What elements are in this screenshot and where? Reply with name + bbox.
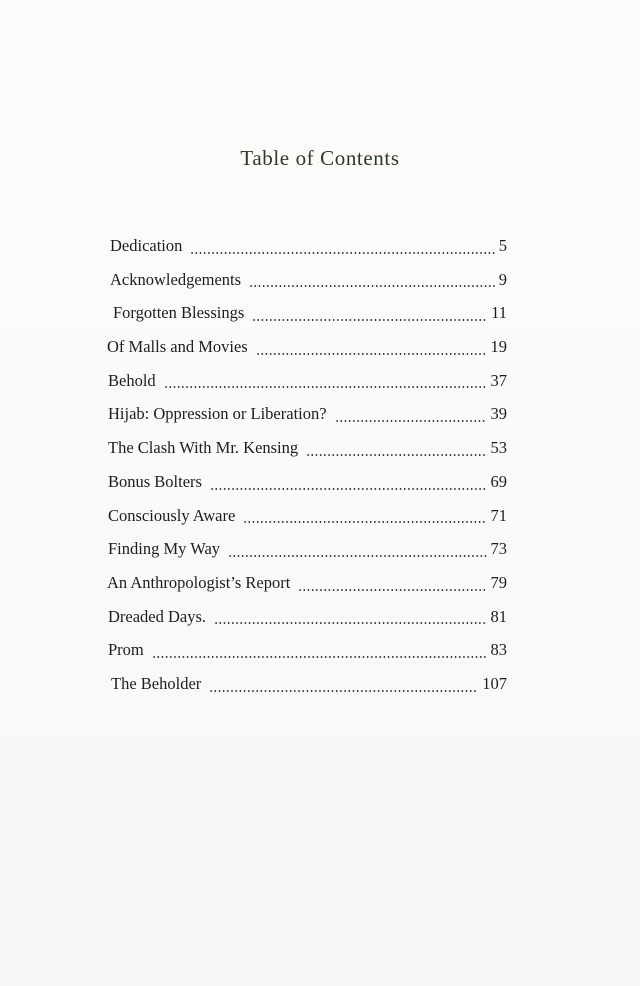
toc-entry-title: Dedication — [110, 236, 183, 255]
toc-entry-title: The Beholder — [111, 673, 202, 693]
dot-leader — [190, 252, 494, 254]
toc-entry-title: Behold — [108, 370, 156, 390]
dot-leader — [152, 656, 487, 658]
table-of-contents — [107, 232, 507, 704]
toc-entry-page-number: 19 — [490, 337, 507, 357]
toc-entry-title: Forgotten Blessings — [113, 303, 245, 323]
toc-entry — [107, 569, 507, 603]
toc-entry-page-number: 107 — [482, 673, 507, 693]
toc-entry-title: Finding My Way — [108, 539, 221, 559]
dot-leader — [164, 386, 487, 388]
toc-entry — [107, 367, 507, 401]
dot-leader — [256, 353, 487, 355]
toc-entry — [107, 232, 507, 266]
dot-leader — [298, 589, 486, 591]
toc-entry-page-number: 81 — [490, 606, 507, 626]
dot-leader — [249, 285, 495, 287]
toc-entry-title: Of Malls and Movies — [107, 337, 248, 357]
toc-entry — [107, 333, 507, 367]
toc-entry-page-number: 79 — [490, 572, 507, 592]
toc-entry-page-number: 5 — [498, 236, 507, 255]
toc-entry-page-number: 11 — [491, 303, 507, 323]
dot-leader — [209, 690, 478, 692]
page-title: Table of Contents — [240, 146, 400, 170]
toc-entry — [107, 502, 507, 536]
toc-entry-title: Consciously Aware — [108, 505, 236, 525]
toc-entry — [107, 434, 507, 468]
toc-entry — [107, 299, 507, 333]
toc-entry-page-number: 73 — [490, 539, 507, 559]
dot-leader — [214, 622, 486, 624]
toc-entry — [107, 670, 507, 704]
toc-entry-page-number: 37 — [490, 370, 507, 390]
toc-entry-page-number: 39 — [490, 404, 507, 424]
dot-leader — [252, 319, 487, 321]
dot-leader — [228, 555, 486, 557]
toc-entry — [107, 535, 507, 569]
dot-leader — [306, 454, 486, 456]
dot-leader — [335, 420, 487, 422]
toc-entry-title: The Clash With Mr. Kensing — [108, 438, 299, 458]
toc-entry — [107, 468, 507, 502]
toc-entry-title: An Anthropologist’s Report — [107, 572, 291, 592]
dot-leader — [210, 488, 487, 490]
toc-entry-page-number: 9 — [498, 269, 507, 289]
toc-entry — [107, 636, 507, 670]
toc-entry-page-number: 69 — [490, 471, 507, 491]
dot-leader — [243, 521, 486, 523]
toc-entry — [107, 400, 507, 434]
toc-entry-title: Hijab: Oppression or Liberation? — [108, 404, 327, 424]
toc-entry-page-number: 83 — [490, 640, 507, 660]
toc-entry-title: Bonus Bolters — [108, 471, 202, 491]
toc-entry-page-number: 53 — [490, 438, 507, 458]
toc-entry-title: Prom — [108, 640, 144, 660]
toc-entry-title: Dreaded Days. — [108, 606, 207, 626]
toc-entry — [107, 266, 507, 300]
toc-entry-title: Acknowledgements — [110, 269, 242, 289]
toc-entry-page-number: 71 — [490, 505, 507, 525]
toc-entry — [107, 603, 507, 637]
